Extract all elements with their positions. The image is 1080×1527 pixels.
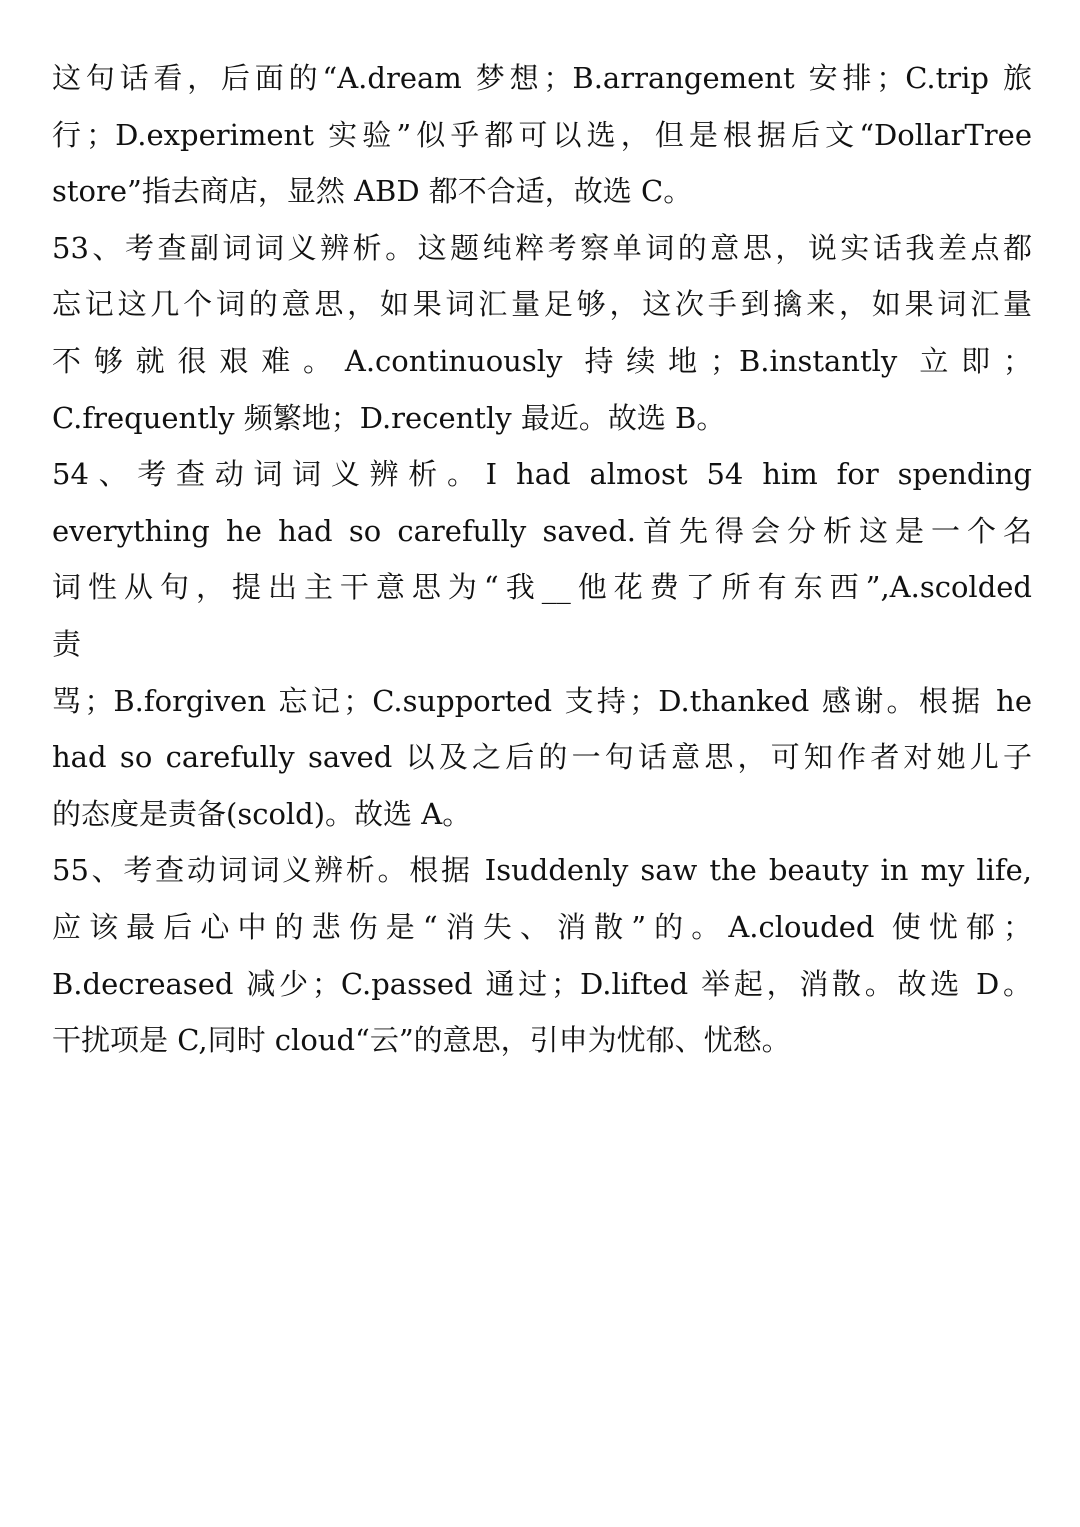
text-line: 干扰项是 C,同时 cloud“云”的意思，引申为忧郁、忧愁。: [52, 1023, 791, 1058]
text-line: 骂；B.forgiven 忘记；C.supported 支持；D.thanked 感谢。根据 he: [52, 683, 1032, 718]
text-line: 应该最后心中的悲伤是“消失、消散”的。A.clouded 使忧郁；: [52, 909, 1032, 944]
text-line: 这句话看，后面的“A.dream 梦想；B.arrangement 安排；C.trip 旅: [52, 61, 1032, 95]
text-line: everything he had so carefully saved.首先得会分析这是一个名: [52, 513, 1032, 548]
text-line: 词性从句，提出主干意思为“我__他花费了所有东西”,A.scolded: [52, 570, 1032, 605]
text-line: 的态度是责备(scold)。故选 A。: [52, 796, 472, 831]
text-line: 不够就很艰难。A.continuously 持续地；B.instantly 立即；: [52, 343, 1032, 378]
text-line: 忘记这几个词的意思，如果词汇量足够，这次手到擒来，如果词汇量: [52, 287, 1032, 322]
text-line: C.frequently 频繁地；D.recently 最近。故选 B。: [52, 400, 726, 435]
document-body: [52, 50, 1032, 1069]
text-line: 行；D.experiment 实验”似乎都可以选，但是根据后文“DollarTree: [52, 117, 1032, 152]
text-line: 55、考查动词词义辨析。根据 Isuddenly saw the beauty in my life,: [52, 853, 1032, 888]
text-line: 54、考查动词词义辨析。I had almost 54 him for spending: [52, 457, 1032, 492]
text-line: had so carefully saved 以及之后的一句话意思，可知作者对她儿子: [52, 740, 1032, 775]
text-line: store”指去商店，显然 ABD 都不合适，故选 C。: [52, 174, 693, 209]
text-line: 53、考查副词词义辨析。这题纯粹考察单词的意思，说实话我差点都: [52, 230, 1032, 265]
text-line: 责: [52, 626, 82, 661]
text-line: B.decreased 减少；C.passed 通过；D.lifted 举起，消散。故选 D。: [52, 966, 1032, 1001]
